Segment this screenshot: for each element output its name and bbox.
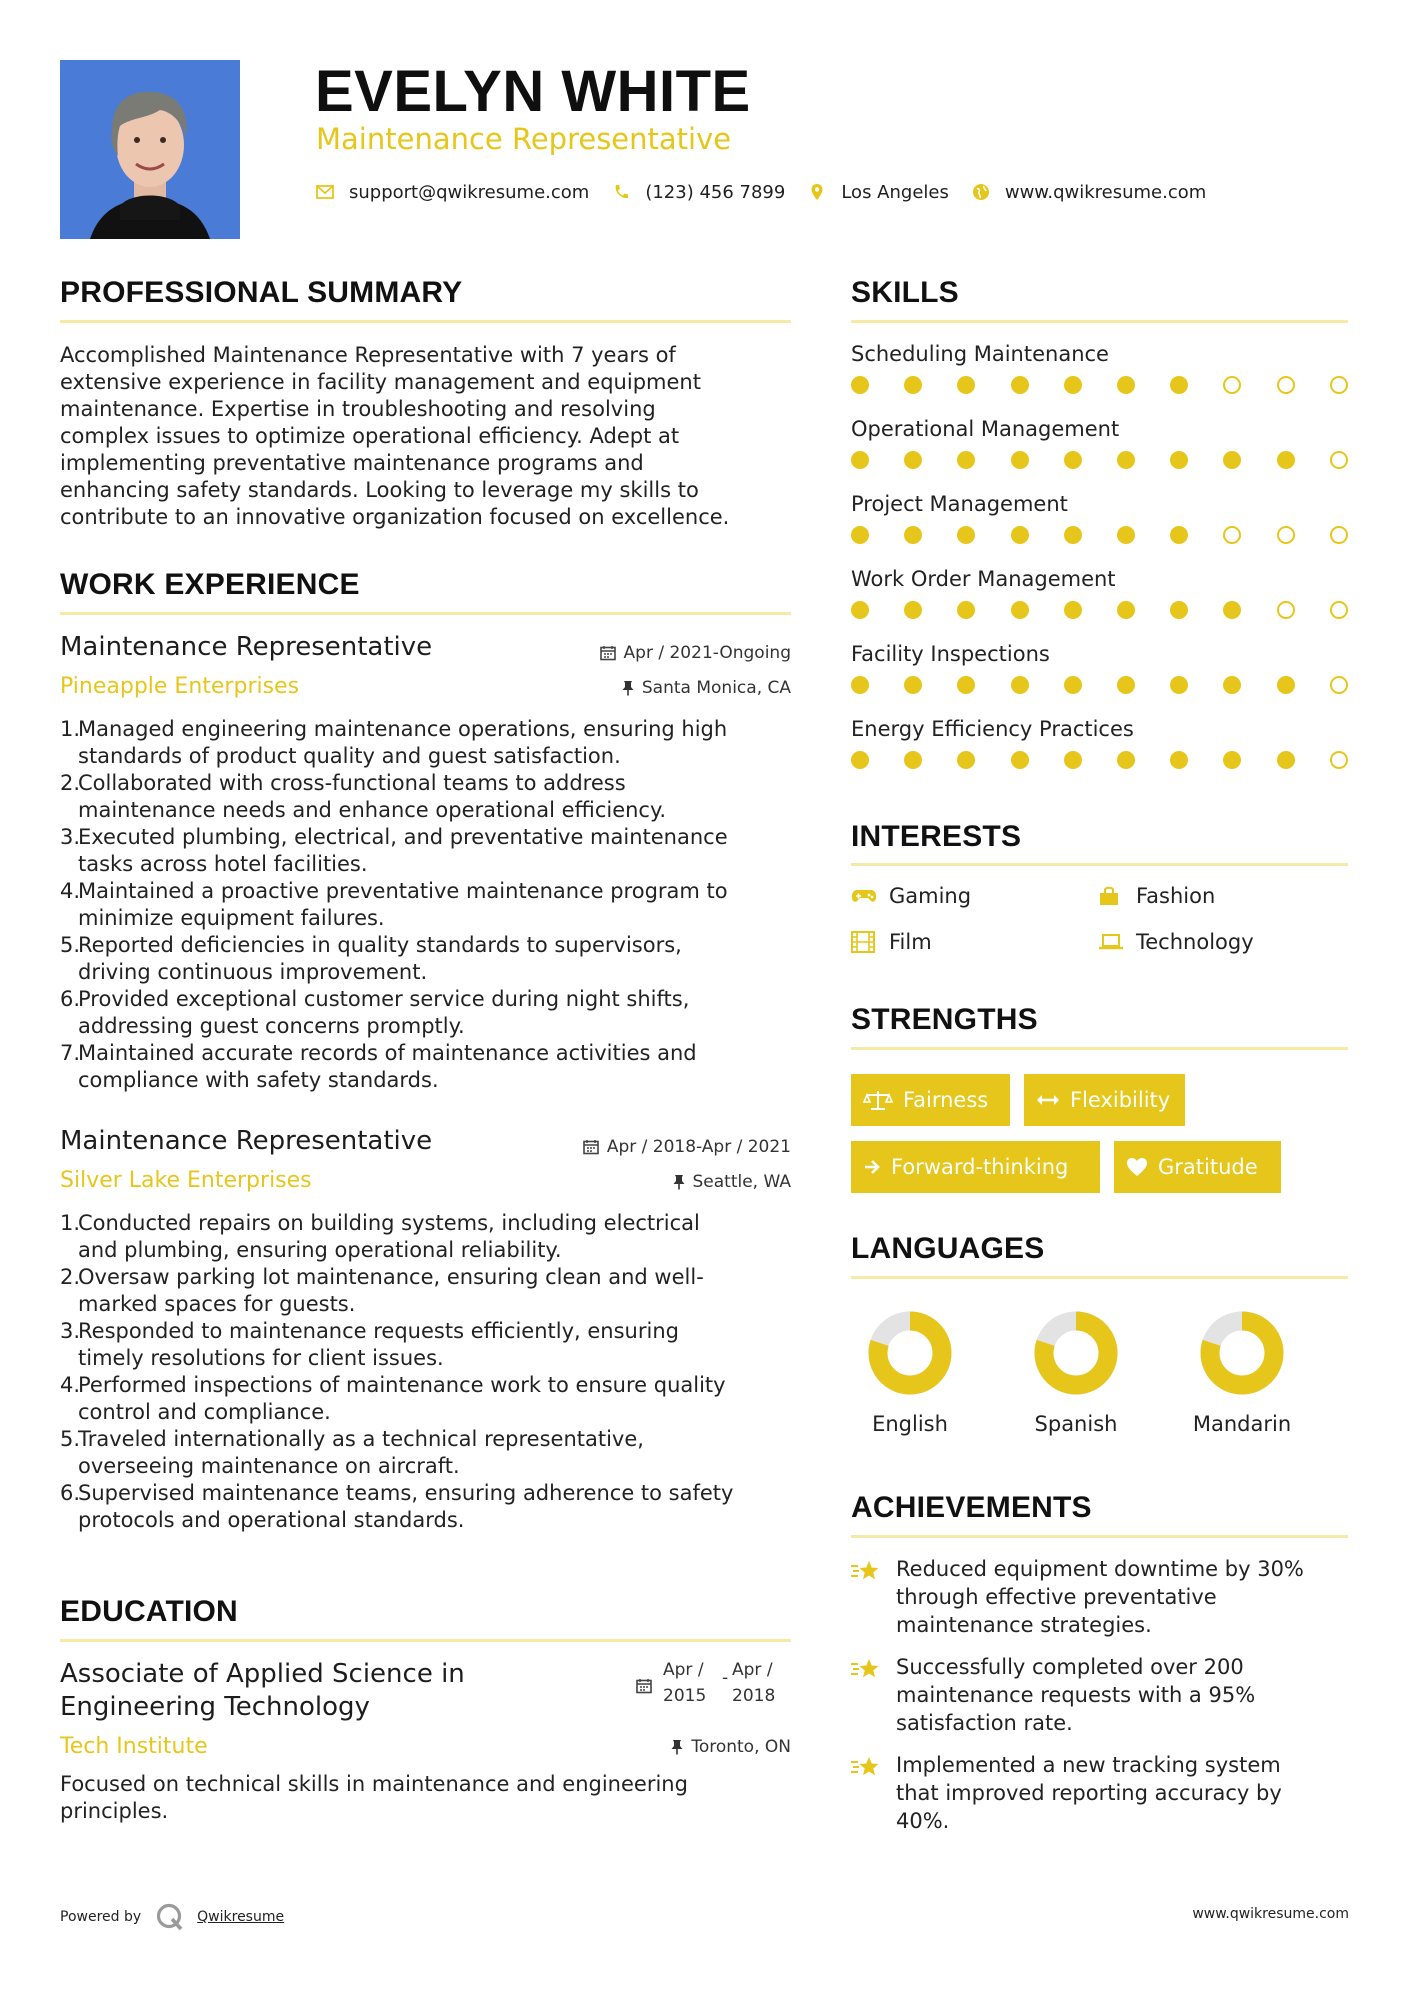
languages-heading: LANGUAGES bbox=[851, 1232, 1045, 1265]
interest-item-film: Film bbox=[851, 930, 932, 954]
rating-dot-filled bbox=[1117, 526, 1135, 544]
language-label: Spanish bbox=[1034, 1412, 1118, 1436]
strength-tag-gratitude: Gratitude bbox=[1114, 1141, 1281, 1193]
company-name: Silver Lake Enterprises bbox=[60, 1168, 312, 1193]
rating-dot-filled bbox=[1277, 751, 1295, 769]
contact-location bbox=[807, 182, 949, 203]
achievement-item: Implemented a new tracking system that improved reporting accuracy by 40%. bbox=[896, 1753, 1282, 1833]
rating-dot-filled bbox=[904, 526, 922, 544]
rating-dot-empty bbox=[1223, 526, 1241, 544]
rating-dot-filled bbox=[1223, 676, 1241, 694]
job-duties-list bbox=[60, 716, 800, 1094]
rating-dot-filled bbox=[1011, 751, 1029, 769]
rating-dot-filled bbox=[904, 751, 922, 769]
language-item bbox=[1172, 1308, 1312, 1436]
rating-dot-filled bbox=[1011, 451, 1029, 469]
rating-dot-filled bbox=[904, 601, 922, 619]
job-location-text: Seattle, WA bbox=[692, 1172, 791, 1192]
rating-dot-filled bbox=[1170, 376, 1188, 394]
rating-dot-filled bbox=[1117, 376, 1135, 394]
rating-dot-filled bbox=[851, 601, 869, 619]
skill-rating bbox=[851, 600, 1351, 620]
list-item: 2. Collaborated with cross-functional teams to address maintenance needs and enhance operational efficiency. bbox=[60, 771, 667, 822]
interest-item-gaming: Gaming bbox=[851, 884, 971, 908]
skill-rating bbox=[851, 450, 1351, 470]
rating-dot-filled bbox=[1117, 751, 1135, 769]
arrows-horizontal-icon bbox=[1036, 1093, 1060, 1107]
envelope-icon bbox=[315, 182, 335, 202]
rating-dot-filled bbox=[957, 601, 975, 619]
skills-heading: SKILLS bbox=[851, 276, 959, 309]
language-item bbox=[1006, 1308, 1146, 1436]
experience-divider bbox=[60, 612, 791, 615]
shooting-star-icon bbox=[850, 1656, 882, 1688]
rating-dot-filled bbox=[957, 751, 975, 769]
education-divider bbox=[60, 1639, 791, 1642]
rating-dot-filled bbox=[957, 376, 975, 394]
summary-line: implementing preventative maintenance programs and bbox=[60, 451, 644, 475]
map-pin-icon bbox=[807, 182, 827, 202]
education-heading: EDUCATION bbox=[60, 1595, 238, 1628]
skill-rating bbox=[851, 525, 1351, 545]
rating-dot-filled bbox=[1223, 601, 1241, 619]
interests-divider bbox=[851, 863, 1348, 866]
list-item: 3. Executed plumbing, electrical, and preventative maintenance tasks across hotel facilities. bbox=[60, 825, 728, 876]
list-item: 5. Reported deficiencies in quality standards to supervisors, driving continuous improvement. bbox=[60, 933, 682, 984]
language-donut bbox=[1031, 1308, 1121, 1398]
school-name: Tech Institute bbox=[60, 1734, 208, 1759]
education-description: Focused on technical skills in maintenance and engineering principles. bbox=[60, 1772, 688, 1823]
summary-line: contribute to an innovative organization focused on excellence. bbox=[60, 505, 730, 529]
rating-dot-filled bbox=[1170, 526, 1188, 544]
gamepad-icon bbox=[851, 885, 877, 907]
company-name: Pineapple Enterprises bbox=[60, 674, 300, 699]
strengths-divider bbox=[851, 1047, 1348, 1050]
rating-dot-filled bbox=[1223, 451, 1241, 469]
rating-dot-filled bbox=[904, 451, 922, 469]
phone-text: (123) 456 7899 bbox=[645, 181, 786, 203]
job-title: Maintenance Representative bbox=[60, 1126, 433, 1156]
rating-dot-filled bbox=[1170, 751, 1188, 769]
job-duties-list bbox=[60, 1210, 800, 1534]
shopping-bag-icon bbox=[1098, 885, 1124, 907]
rating-dot-filled bbox=[957, 451, 975, 469]
pushpin-icon bbox=[622, 680, 634, 696]
arrow-right-icon bbox=[863, 1158, 881, 1176]
rating-dot-filled bbox=[1011, 376, 1029, 394]
calendar-icon bbox=[636, 1678, 652, 1699]
rating-dot-empty bbox=[1330, 451, 1348, 469]
skill-name: Facility Inspections bbox=[851, 642, 1050, 666]
summary-line: maintenance. Expertise in troubleshooting and resolving bbox=[60, 397, 656, 421]
education-dates bbox=[636, 1660, 796, 1712]
rating-dot-filled bbox=[851, 676, 869, 694]
contact-phone[interactable] bbox=[611, 182, 785, 203]
skill-rating bbox=[851, 750, 1351, 770]
school-location bbox=[671, 1737, 791, 1757]
balance-scale-icon bbox=[863, 1089, 893, 1111]
strength-tag-fairness: Fairness bbox=[851, 1074, 1010, 1126]
skill-name: Operational Management bbox=[851, 417, 1120, 441]
language-donut bbox=[1197, 1308, 1287, 1398]
language-label: Mandarin bbox=[1192, 1412, 1292, 1436]
rating-dot-filled bbox=[1064, 376, 1082, 394]
job-location bbox=[673, 1172, 792, 1192]
start-year: 2015 bbox=[663, 1686, 707, 1706]
list-item: 4. Maintained a proactive preventative maintenance program to minimize equipment failures. bbox=[60, 879, 728, 930]
rating-dot-filled bbox=[1170, 601, 1188, 619]
film-icon bbox=[851, 931, 877, 953]
job-dates bbox=[600, 643, 791, 663]
rating-dot-filled bbox=[957, 676, 975, 694]
date-separator: - bbox=[722, 1668, 729, 1688]
contact-website[interactable] bbox=[971, 182, 1206, 203]
rating-dot-filled bbox=[1117, 601, 1135, 619]
laptop-icon bbox=[1098, 931, 1124, 953]
shooting-star-icon bbox=[850, 1754, 882, 1786]
language-donut bbox=[865, 1308, 955, 1398]
rating-dot-filled bbox=[1064, 526, 1082, 544]
rating-dot-filled bbox=[1277, 451, 1295, 469]
contact-email[interactable] bbox=[315, 182, 589, 203]
list-item: 3. Responded to maintenance requests efficiently, ensuring timely resolutions for client issues. bbox=[60, 1319, 679, 1370]
rating-dot-filled bbox=[957, 526, 975, 544]
list-item: 6. Supervised maintenance teams, ensuring adherence to safety protocols and operational standards. bbox=[60, 1481, 734, 1532]
skill-rating bbox=[851, 375, 1351, 395]
strength-tag-forward-thinking: Forward-thinking bbox=[851, 1141, 1100, 1193]
list-item: 1. Managed engineering maintenance operations, ensuring high standards of product quality and guest satisfaction. bbox=[60, 717, 728, 768]
end-year: 2018 bbox=[732, 1686, 776, 1706]
degree-line: Associate of Applied Science in bbox=[60, 1659, 465, 1689]
calendar-icon bbox=[600, 645, 616, 661]
rating-dot-empty bbox=[1277, 376, 1295, 394]
calendar-icon bbox=[583, 1139, 599, 1155]
shooting-star-icon bbox=[850, 1558, 882, 1590]
rating-dot-filled bbox=[1277, 676, 1295, 694]
summary-text bbox=[60, 342, 800, 531]
degree-line: Engineering Technology bbox=[60, 1692, 370, 1722]
rating-dot-filled bbox=[1170, 676, 1188, 694]
rating-dot-filled bbox=[1011, 676, 1029, 694]
school-location-text: Toronto, ON bbox=[691, 1737, 791, 1757]
pushpin-icon bbox=[673, 1174, 685, 1190]
phone-icon bbox=[611, 182, 631, 202]
list-item: 7. Maintained accurate records of maintenance activities and compliance with safety standards. bbox=[60, 1041, 697, 1092]
contact-bar bbox=[315, 178, 1228, 206]
skill-rating bbox=[851, 675, 1351, 695]
rating-dot-filled bbox=[1117, 451, 1135, 469]
rating-dot-empty bbox=[1330, 601, 1348, 619]
rating-dot-filled bbox=[851, 451, 869, 469]
rating-dot-filled bbox=[904, 676, 922, 694]
qwikresume-logo-icon bbox=[155, 1902, 185, 1932]
skill-name: Project Management bbox=[851, 492, 1068, 516]
rating-dot-filled bbox=[1064, 601, 1082, 619]
language-item bbox=[840, 1308, 980, 1436]
start-month: Apr / bbox=[663, 1660, 704, 1680]
language-label: English bbox=[872, 1412, 948, 1436]
rating-dot-filled bbox=[1223, 751, 1241, 769]
rating-dot-filled bbox=[1170, 451, 1188, 469]
rating-dot-filled bbox=[851, 526, 869, 544]
rating-dot-filled bbox=[851, 376, 869, 394]
rating-dot-filled bbox=[1011, 526, 1029, 544]
globe-icon bbox=[971, 182, 991, 202]
job-dates bbox=[583, 1137, 791, 1157]
summary-line: enhancing safety standards. Looking to leverage my skills to bbox=[60, 478, 699, 502]
rating-dot-filled bbox=[1064, 676, 1082, 694]
skill-name: Work Order Management bbox=[851, 567, 1116, 591]
job-location-text: Santa Monica, CA bbox=[641, 678, 791, 698]
list-item: 5. Traveled internationally as a technical representative, overseeing maintenance on aircraft. bbox=[60, 1427, 644, 1478]
summary-line: complex issues to optimize operational efficiency. Adept at bbox=[60, 424, 680, 448]
location-text: Los Angeles bbox=[841, 181, 949, 203]
candidate-name: EVELYN WHITE bbox=[315, 59, 751, 124]
summary-divider bbox=[60, 320, 791, 323]
degree-title bbox=[60, 1658, 465, 1724]
summary-heading: PROFESSIONAL SUMMARY bbox=[60, 276, 463, 309]
rating-dot-filled bbox=[1064, 451, 1082, 469]
list-item: 6. Provided exceptional customer service during night shifts, addressing guest concerns promptly. bbox=[60, 987, 690, 1038]
rating-dot-filled bbox=[1011, 601, 1029, 619]
experience-heading: WORK EXPERIENCE bbox=[60, 568, 360, 601]
interests-heading: INTERESTS bbox=[851, 820, 1022, 853]
job-dates-text: Apr / 2021-Ongoing bbox=[623, 643, 791, 663]
job-dates-text: Apr / 2018-Apr / 2021 bbox=[606, 1137, 791, 1157]
rating-dot-filled bbox=[851, 751, 869, 769]
list-item: 1. Conducted repairs on building systems, including electrical and plumbing, ensuring operational reliability. bbox=[60, 1211, 700, 1262]
qwikresume-link[interactable]: Qwikresume bbox=[197, 1909, 285, 1925]
footer-powered-by bbox=[60, 1902, 284, 1932]
interest-item-fashion: Fashion bbox=[1098, 884, 1215, 908]
skills-divider bbox=[851, 320, 1348, 323]
list-item: 4. Performed inspections of maintenance work to ensure quality control and compliance. bbox=[60, 1373, 726, 1424]
rating-dot-empty bbox=[1330, 376, 1348, 394]
languages-divider bbox=[851, 1276, 1348, 1279]
achievement-item: Reduced equipment downtime by 30% through effective preventative maintenance strategies. bbox=[896, 1557, 1304, 1637]
profile-photo bbox=[60, 60, 240, 239]
rating-dot-filled bbox=[1064, 751, 1082, 769]
skill-name: Scheduling Maintenance bbox=[851, 342, 1109, 366]
rating-dot-empty bbox=[1330, 676, 1348, 694]
strengths-heading: STRENGTHS bbox=[851, 1003, 1038, 1036]
job-title: Maintenance Representative bbox=[60, 632, 433, 662]
heart-icon bbox=[1126, 1157, 1148, 1177]
rating-dot-empty bbox=[1330, 526, 1348, 544]
website-text: www.qwikresume.com bbox=[1004, 181, 1207, 203]
summary-line: Accomplished Maintenance Representative with 7 years of bbox=[60, 343, 676, 367]
achievement-item: Successfully completed over 200 maintenance requests with a 95% satisfaction rate. bbox=[896, 1655, 1256, 1735]
rating-dot-empty bbox=[1277, 526, 1295, 544]
footer-website-link[interactable]: www.qwikresume.com bbox=[1192, 1906, 1349, 1922]
job-location bbox=[622, 678, 791, 698]
rating-dot-filled bbox=[904, 376, 922, 394]
interest-item-technology: Technology bbox=[1098, 930, 1254, 954]
rating-dot-empty bbox=[1277, 601, 1295, 619]
powered-by-text: Powered by bbox=[60, 1909, 142, 1925]
pushpin-icon bbox=[671, 1739, 683, 1755]
list-item: 2. Oversaw parking lot maintenance, ensuring clean and well- marked spaces for guests. bbox=[60, 1265, 704, 1316]
achievements-heading: ACHIEVEMENTS bbox=[851, 1491, 1092, 1524]
end-month: Apr / bbox=[732, 1660, 773, 1680]
summary-line: extensive experience in facility management and equipment bbox=[60, 370, 701, 394]
rating-dot-empty bbox=[1223, 376, 1241, 394]
skill-name: Energy Efficiency Practices bbox=[851, 717, 1134, 741]
candidate-role: Maintenance Representative bbox=[316, 122, 732, 156]
email-text: support@qwikresume.com bbox=[349, 181, 590, 203]
rating-dot-filled bbox=[1117, 676, 1135, 694]
achievements-divider bbox=[851, 1535, 1348, 1538]
rating-dot-empty bbox=[1330, 751, 1348, 769]
strength-tag-flexibility: Flexibility bbox=[1024, 1074, 1185, 1126]
